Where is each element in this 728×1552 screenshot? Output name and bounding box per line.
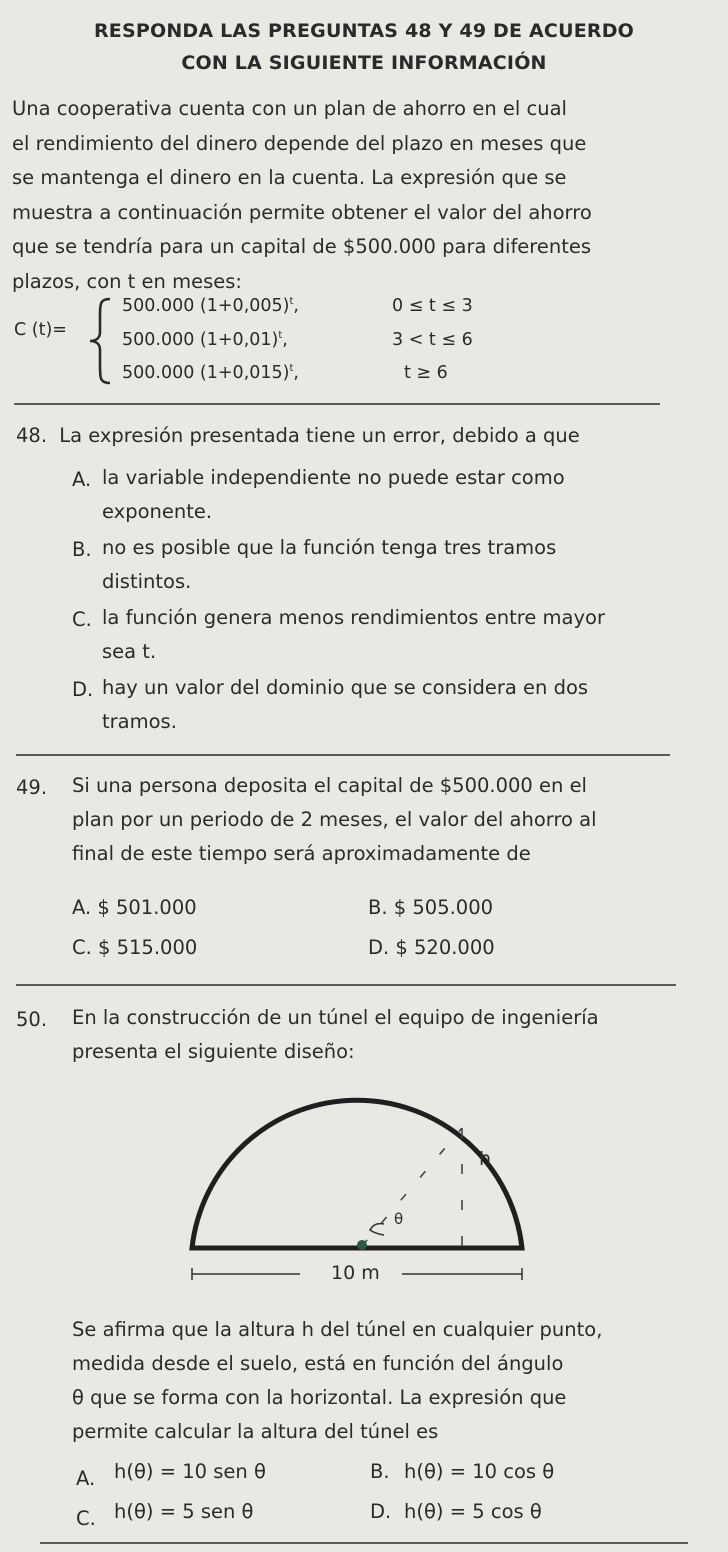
q50-after-text: [72, 1313, 684, 1449]
option-line: la variable independiente no puede estar como: [102, 466, 565, 489]
question-line: final de este tiempo será aproximadamente de: [72, 842, 531, 865]
tunnel-semicircle: [192, 1100, 522, 1248]
q50-option-a-expr: h(θ) = 10 sen θ: [114, 1460, 266, 1483]
section-header-line2: CON LA SIGUIENTE INFORMACIÓN: [181, 52, 547, 74]
q49-option-a[interactable]: A. $ 501.000: [72, 896, 197, 919]
intro-line: que se tendría para un capital de $500.000 para diferentes: [12, 235, 592, 258]
question-line: θ que se forma con la horizontal. La expresión que: [72, 1386, 567, 1409]
formula-row-1: 500.000 $(1+0,005)^t$,: [122, 296, 299, 316]
q49-number: 49.: [16, 776, 48, 799]
option-line: exponente.: [102, 500, 213, 523]
formula-cond-1: 0 ≤ t ≤ 3: [392, 296, 473, 316]
q48-option-b-text: [102, 531, 664, 599]
formula-row-2: 500.000 $(1+0,01)^t$,: [122, 330, 288, 350]
formula-cond-3: t ≥ 6: [404, 363, 448, 383]
height-label: h: [479, 1148, 492, 1170]
formula-lhs: C (t)=: [14, 320, 67, 340]
question-line: medida desde el suelo, está en función del ángulo: [72, 1352, 564, 1375]
q48-number: 48.: [16, 424, 48, 447]
question-line: Si una persona deposita el capital de $500.000 en el: [72, 774, 587, 797]
q48-option-c-letter: C.: [72, 608, 92, 631]
divider: [16, 754, 670, 756]
radius-dashed-line: [362, 1128, 462, 1246]
q48-option-a-letter: A.: [72, 468, 92, 491]
center-point: [357, 1240, 367, 1250]
q48-option-a-text: [102, 461, 664, 529]
question-line: plan por un periodo de 2 meses, el valor del ahorro al: [72, 808, 597, 831]
formula-row-3: 500.000 $(1+0,015)^t$,: [122, 363, 299, 383]
angle-label: θ: [394, 1210, 404, 1228]
width-label: 10 m: [331, 1262, 380, 1284]
intro-line: Una cooperativa cuenta con un plan de ahorro en el cual: [12, 97, 567, 120]
q48-option-c-text: [102, 601, 664, 669]
intro-paragraph: [12, 92, 712, 299]
q49-option-c[interactable]: C. $ 515.000: [72, 936, 198, 959]
q50-option-d-letter: D.: [370, 1500, 392, 1523]
q50-text: [72, 1001, 692, 1069]
angle-arc: [370, 1224, 384, 1235]
intro-line: se mantenga el dinero en la cuenta. La expresión que se: [12, 166, 567, 189]
q48-stem: [16, 424, 580, 447]
q50-option-c-expr: h(θ) = 5 sen θ: [114, 1500, 254, 1523]
q48-text: La expresión presentada tiene un error, debido a que: [59, 424, 580, 447]
q50-option-c-letter: C.: [76, 1507, 96, 1530]
option-line: tramos.: [102, 710, 177, 733]
curly-brace-icon: [86, 296, 116, 386]
q50-option-b-expr: h(θ) = 10 cos θ: [404, 1460, 555, 1483]
formula-cond-2: 3 < t ≤ 6: [392, 330, 473, 350]
question-line: Se afirma que la altura h del túnel en cualquier punto,: [72, 1318, 603, 1341]
q49-option-b[interactable]: B. $ 505.000: [368, 896, 494, 919]
question-line: permite calcular la altura del túnel es: [72, 1420, 439, 1443]
intro-line: el rendimiento del dinero depende del plazo en meses que: [12, 131, 587, 155]
q50-option-b-letter: B.: [370, 1460, 390, 1483]
option-line: hay un valor del dominio que se considera en dos: [102, 676, 589, 699]
q49-option-d[interactable]: D. $ 520.000: [368, 936, 495, 959]
section-header-line1: RESPONDA LAS PREGUNTAS 48 Y 49 DE ACUERDO: [93, 20, 635, 42]
q49-text: [72, 769, 682, 871]
question-line: En la construcción de un túnel el equipo de ingeniería: [72, 1006, 599, 1029]
question-line: presenta el siguiente diseño:: [72, 1040, 355, 1063]
q50-option-a-letter: A.: [76, 1467, 96, 1490]
option-line: no es posible que la función tenga tres tramos: [102, 536, 557, 559]
divider: [14, 403, 660, 405]
q48-option-d-text: [102, 671, 664, 739]
q50-option-d-expr: h(θ) = 5 cos θ: [404, 1500, 542, 1523]
option-line: distintos.: [102, 570, 192, 593]
q50-number: 50.: [16, 1008, 48, 1031]
q48-option-b-letter: B.: [72, 538, 92, 561]
intro-line: muestra a continuación permite obtener el valor del ahorro: [12, 200, 592, 224]
option-line: la función genera menos rendimientos entre mayor: [102, 606, 605, 629]
intro-line: plazos, con t en meses:: [12, 269, 242, 293]
divider: [16, 984, 676, 986]
divider: [40, 1542, 688, 1544]
q48-option-d-letter: D.: [72, 678, 94, 701]
option-line: sea t.: [102, 640, 157, 663]
